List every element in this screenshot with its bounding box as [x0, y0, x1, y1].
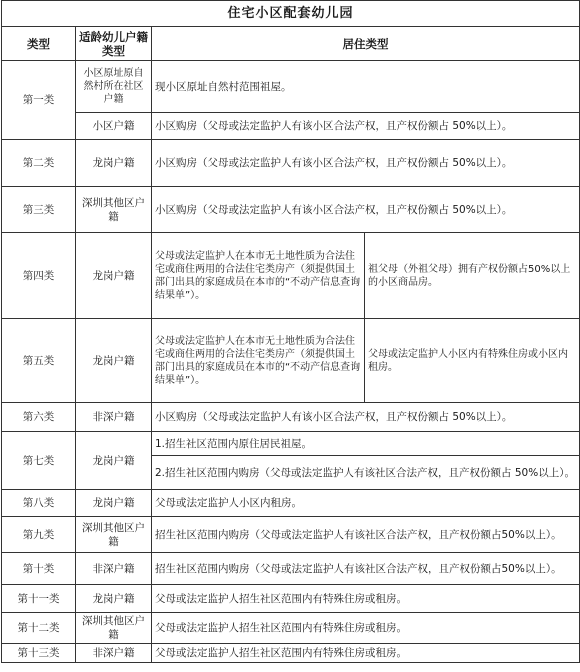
category-cell: 第八类 — [2, 490, 76, 517]
category-cell: 第五类 — [2, 319, 76, 403]
table-row — [2, 517, 580, 553]
residence-cell: 小区购房（父母或法定监护人有该小区合法产权，且产权份额占 50%以上）。 — [152, 187, 580, 233]
category-cell: 第九类 — [2, 517, 76, 553]
category-cell: 第一类 — [2, 61, 76, 140]
residence-cell: 父母或法定监护人招生社区范围内有特殊住房或租房。 — [152, 644, 580, 663]
residence-cell: 父母或法定监护人小区内租房。 — [152, 490, 580, 517]
category-cell: 第十类 — [2, 553, 76, 585]
residence-left-cell: 父母或法定监护人在本市无土地性质为合法住宅或商住两用的合法住宅类房产（须提供国土部门出具的家庭成员在本市的“不动产信息查询结果单”）。 — [152, 233, 365, 319]
residence-cell: 小区购房（父母或法定监护人有该小区合法产权，且产权份额占 50%以上）。 — [152, 140, 580, 187]
category-cell: 第十一类 — [2, 585, 76, 613]
residence-cell: 招生社区范围内购房（父母或法定监护人有该社区合法产权，且产权份额占50%以上）。 — [152, 517, 580, 553]
header-residence: 居住类型 — [152, 27, 580, 61]
table-row — [2, 644, 580, 663]
hukou-cell: 龙岗户籍 — [76, 490, 152, 517]
residence-cell: 父母或法定监护人招生社区范围内有特殊住房或租房。 — [152, 585, 580, 613]
header-category: 类型 — [2, 27, 76, 61]
table-row — [2, 613, 580, 644]
table-row — [2, 490, 580, 517]
hukou-cell: 龙岗户籍 — [76, 233, 152, 319]
category-cell: 第四类 — [2, 233, 76, 319]
residence-cell: 现小区原址自然村范围祖屋。 — [152, 61, 580, 113]
hukou-cell: 龙岗户籍 — [76, 140, 152, 187]
hukou-cell: 龙岗户籍 — [76, 319, 152, 403]
hukou-cell: 非深户籍 — [76, 644, 152, 663]
hukou-cell: 深圳其他区户籍 — [76, 517, 152, 553]
hukou-cell: 深圳其他区户籍 — [76, 187, 152, 233]
category-cell: 第七类 — [2, 432, 76, 490]
table-row — [2, 403, 580, 432]
category-cell: 第三类 — [2, 187, 76, 233]
residence-right-cell: 父母或法定监护人小区内有特殊住房或小区内租房。 — [365, 319, 580, 403]
table-row — [2, 140, 580, 187]
category-cell: 第十三类 — [2, 644, 76, 663]
table-title: 住宅小区配套幼儿园 — [2, 1, 580, 27]
header-hukou: 适龄幼儿户籍类型 — [76, 27, 152, 61]
residence-cell: 1.招生社区范围内原住居民祖屋。 — [152, 432, 580, 456]
table-row — [2, 113, 580, 140]
residence-right-cell: 祖父母（外祖父母）拥有产权份额占50%以上的小区商品房。 — [365, 233, 580, 319]
enrollment-table — [1, 0, 580, 663]
table-row — [2, 319, 580, 403]
table-row — [2, 553, 580, 585]
residence-cell: 2.招生社区范围内购房（父母或法定监护人有该社区合法产权，且产权份额占 50%以上）。 — [152, 456, 580, 490]
hukou-cell: 非深户籍 — [76, 553, 152, 585]
category-cell: 第二类 — [2, 140, 76, 187]
residence-cell: 小区购房（父母或法定监护人有该小区合法产权，且产权份额占 50%以上）。 — [152, 403, 580, 432]
table-row — [2, 585, 580, 613]
hukou-cell: 深圳其他区户籍 — [76, 613, 152, 644]
category-cell: 第十二类 — [2, 613, 76, 644]
residence-cell: 小区购房（父母或法定监护人有该小区合法产权，且产权份额占 50%以上）。 — [152, 113, 580, 140]
hukou-cell: 小区户籍 — [76, 113, 152, 140]
hukou-cell: 小区原址原自然村所在社区户籍 — [76, 61, 152, 113]
hukou-cell: 非深户籍 — [76, 403, 152, 432]
residence-cell: 招生社区范围内购房（父母或法定监护人有该社区合法产权，且产权份额占50%以上）。 — [152, 553, 580, 585]
table-row — [2, 233, 580, 319]
hukou-cell: 龙岗户籍 — [76, 432, 152, 490]
table-row — [2, 61, 580, 113]
table-row — [2, 432, 580, 456]
residence-left-cell: 父母或法定监护人在本市无土地性质为合法住宅或商住两用的合法住宅类房产（须提供国土部门出具的家庭成员在本市的“不动产信息查询结果单”）。 — [152, 319, 365, 403]
hukou-cell: 龙岗户籍 — [76, 585, 152, 613]
table-row — [2, 187, 580, 233]
residence-cell: 父母或法定监护人招生社区范围内有特殊住房或租房。 — [152, 613, 580, 644]
category-cell: 第六类 — [2, 403, 76, 432]
